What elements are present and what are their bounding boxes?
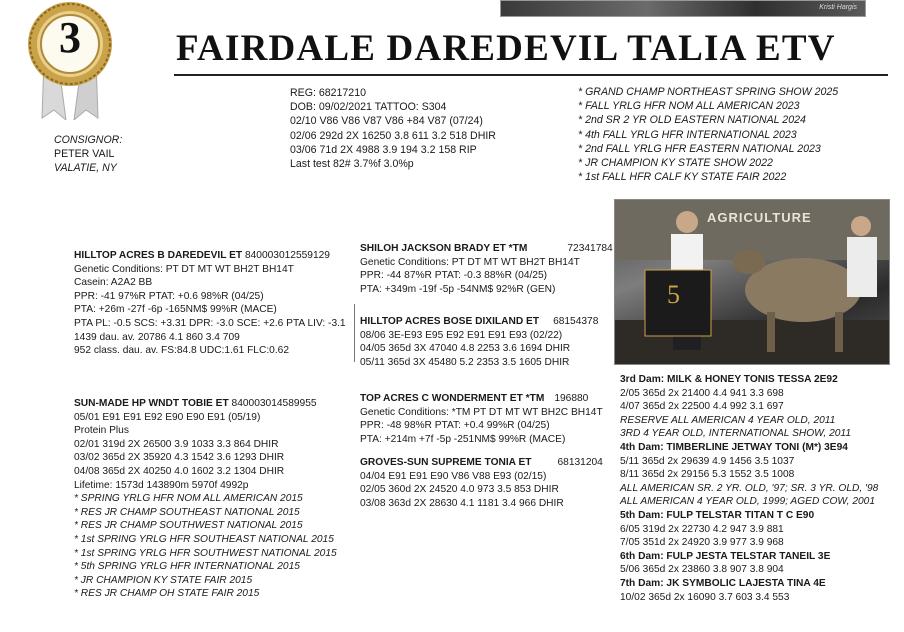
dams-sire-detail: PTA: +214m +7f -5p -251NM$ 99%R (MACE) <box>360 433 566 445</box>
ancestor-dam-record: 5/11 365d 2x 29639 4.9 1456 3.5 1037 <box>620 455 795 467</box>
sires-sire-reg: 72341784 <box>567 243 613 254</box>
dam-award: * 1st SPRING YRLG HFR SOUTHWEST NATIONAL 2015 <box>74 547 337 559</box>
sires-dam-name: HILLTOP ACRES BOSE DIXILAND ET <box>360 316 540 327</box>
sire-name: HILLTOP ACRES B DAREDEVIL ET <box>74 250 243 261</box>
sires-sire-name: SHILOH JACKSON BRADY ET *TM <box>360 243 528 254</box>
animal-name: FAIRDALE DAREDEVIL TALIA ETV <box>176 28 836 69</box>
sire-detail: Genetic Conditions: PT DT MT WT BH2T BH14T <box>74 263 294 275</box>
ancestor-dam-award: ALL AMERICAN 4 YEAR OLD, 1999; AGED COW, 2001 <box>620 496 875 508</box>
dam-award: * JR CHAMPION KY STATE FAIR 2015 <box>74 574 253 586</box>
dam-award: * RES JR CHAMP OH STATE FAIR 2015 <box>74 588 260 600</box>
award-item: * GRAND CHAMP NORTHEAST SPRING SHOW 2025 <box>578 86 839 98</box>
sires-sire-detail: Genetic Conditions: PT DT MT WT BH2T BH14T <box>360 256 580 268</box>
title-rule <box>174 74 888 76</box>
sires-dam-detail: 08/06 3E-E93 E95 E92 E91 E91 E93 (02/22) <box>360 329 563 341</box>
consignor-label: CONSIGNOR: <box>54 134 123 146</box>
dams-dam-block <box>360 456 603 510</box>
ancestor-dam-record: 5/06 365d 2x 23860 3.8 907 3.8 904 <box>620 564 784 576</box>
reg-line: REG: 68217210 <box>290 87 366 99</box>
consignor-block <box>54 133 122 176</box>
photo-credit: Kristi Hargis <box>819 4 857 11</box>
dams-dam-detail: 03/08 363d 2X 28630 4.1 1181 3.4 966 DHIR <box>360 497 564 509</box>
dams-sire-block <box>360 392 603 446</box>
dam-detail: 02/01 319d 2X 26500 3.9 1033 3.3 864 DHIR <box>74 438 279 450</box>
dam-award: * 1st SPRING YRLG HFR SOUTHEAST NATIONAL 2015 <box>74 533 334 545</box>
sire-reg: 840003012559129 <box>244 250 330 261</box>
sire-detail: PTA: +26m -27f -6p -165NM$ 99%R (MACE) <box>74 304 277 316</box>
sires-dam-block <box>360 315 598 369</box>
sires-dam-detail: 05/11 365d 3X 45480 5.2 2353 3.5 1605 DHIR <box>360 356 570 368</box>
ancestor-dam-record: 7/05 351d 2x 24920 3.9 977 3.9 968 <box>620 537 784 549</box>
sire-detail: PPR: -41 97%R PTAT: +0.6 98%R (04/25) <box>74 290 264 302</box>
pedigree-divider <box>354 304 355 362</box>
dams-dam-detail: 02/05 360d 2X 24520 4.0 973 3.5 853 DHIR <box>360 484 559 496</box>
dams-sire-name: TOP ACRES C WONDERMENT ET *TM <box>360 393 545 404</box>
dams-dam-reg: 68131204 <box>557 457 603 468</box>
award-item: * 2nd FALL YRLG HFR EASTERN NATIONAL 2023 <box>578 142 821 155</box>
consignor-location: VALATIE, NY <box>54 162 117 175</box>
dams-sire-detail: PPR: -48 98%R PTAT: +0.4 99%R (04/25) <box>360 420 550 432</box>
record-line: 03/06 71d 2X 4988 3.9 194 3.2 158 RIP <box>290 143 477 156</box>
awards-list <box>578 85 838 184</box>
ancestor-dam-award: 3RD 4 YEAR OLD, INTERNATIONAL SHOW, 2011 <box>620 428 851 440</box>
consignor-name: PETER VAIL <box>54 148 115 161</box>
ancestor-dam-name: 3rd Dam: MILK & HONEY TONIS TESSA 2E92 <box>620 374 838 385</box>
dam-detail: 03/02 365d 2X 35920 4.3 1542 3.6 1293 DHIR <box>74 452 285 464</box>
award-item: * 4th FALL YRLG HFR INTERNATIONAL 2023 <box>578 128 797 141</box>
lot-number: 3 <box>59 13 81 62</box>
dams-sire-reg: 196880 <box>554 393 589 404</box>
award-item: * 2nd SR 2 YR OLD EASTERN NATIONAL 2024 <box>578 114 806 127</box>
sires-sire-block <box>360 242 613 296</box>
sire-detail: Casein: A2A2 BB <box>74 277 153 289</box>
dam-detail: 05/01 E91 E91 E92 E90 E90 E91 (05/19) <box>74 411 261 423</box>
ancestor-dam-name: 7th Dam: JK SYMBOLIC LAJESTA TINA 4E <box>620 577 826 589</box>
award-item: * 1st FALL HFR CALF KY STATE FAIR 2022 <box>578 171 787 184</box>
photo-sign-number: 5 <box>667 280 680 309</box>
ancestor-dam-record: 10/02 365d 2x 16090 3.7 603 3.4 553 <box>620 591 790 603</box>
ancestor-dam-record: 6/05 319d 2x 22730 4.2 947 3.9 881 <box>620 523 784 535</box>
dam-block <box>74 397 337 601</box>
classification-line: 02/10 V86 V86 V87 V86 +84 V87 (07/24) <box>290 115 483 128</box>
registration-block <box>290 86 496 171</box>
sire-detail: 952 class. dau. av. FS:84.8 UDC:1.61 FLC:0.62 <box>74 345 289 357</box>
last-test-line: Last test 82# 3.7%f 3.0%p <box>290 158 414 171</box>
dam-detail: 04/08 365d 2X 40250 4.0 1602 3.2 1304 DHIR <box>74 465 285 477</box>
dam-reg: 840003014589955 <box>231 398 317 409</box>
sires-sire-detail: PPR: -44 87%R PTAT: -0.3 88%R (04/25) <box>360 270 548 282</box>
dam-name: SUN-MADE HP WNDT TOBIE ET <box>74 398 229 409</box>
dob-line: DOB: 09/02/2021 TATTOO: S304 <box>290 101 447 114</box>
sire-block <box>74 249 346 358</box>
dam-award: * RES JR CHAMP SOUTHWEST NATIONAL 2015 <box>74 520 303 532</box>
ancestor-dam-name: 4th Dam: TIMBERLINE JETWAY TONI (M*) 3E94 <box>620 441 848 453</box>
sires-sire-detail: PTA: +349m -19f -5p -54NM$ 92%R (GEN) <box>360 283 556 295</box>
maternal-line <box>620 373 878 604</box>
ancestor-dam-record: 8/11 365d 2x 29156 5.3 1552 3.5 1008 <box>620 469 795 481</box>
lot-medal <box>14 0 126 120</box>
sires-dam-detail: 04/05 365d 3X 47040 4.8 2253 3.6 1694 DHIR <box>360 343 571 355</box>
dam-detail: Protein Plus <box>74 425 129 437</box>
dam-award: * 5th SPRING YRLG HFR INTERNATIONAL 2015 <box>74 561 300 573</box>
ancestor-dam-record: 4/07 365d 2x 22500 4.4 992 3.1 697 <box>620 401 784 413</box>
top-photo <box>500 0 866 17</box>
ancestor-dam-record: 2/05 365d 2x 21400 4.4 941 3.3 698 <box>620 387 784 399</box>
dams-sire-detail: Genetic Conditions: *TM PT DT MT WT BH2C BH14T <box>360 406 603 418</box>
sire-detail: 1439 dau. av. 20786 4.1 860 3.4 709 <box>74 331 240 343</box>
ancestor-dam-name: 6th Dam: FULP JESTA TELSTAR TANEIL 3E <box>620 550 831 562</box>
ancestor-dam-name: 5th Dam: FULP TELSTAR TITAN T C E90 <box>620 509 815 521</box>
award-item: * FALL YRLG HFR NOM ALL AMERICAN 2023 <box>578 100 800 113</box>
dams-dam-detail: 04/04 E91 E91 E90 V86 V88 E93 (02/15) <box>360 470 547 482</box>
dam-detail: Lifetime: 1573d 143890m 5970f 4992p <box>74 479 249 491</box>
sires-dam-reg: 68154378 <box>553 316 599 327</box>
ancestor-dam-award: RESERVE ALL AMERICAN 4 YEAR OLD, 2011 <box>620 414 836 426</box>
photo-banner: AGRICULTURE <box>707 210 812 225</box>
award-item: * JR CHAMPION KY STATE SHOW 2022 <box>578 157 773 170</box>
dam-award: * SPRING YRLG HFR NOM ALL AMERICAN 2015 <box>74 493 303 505</box>
cow-photo <box>614 199 890 365</box>
record-line: 02/06 292d 2X 16250 3.8 611 3.2 518 DHIR <box>290 129 496 142</box>
dams-dam-name: GROVES-SUN SUPREME TONIA ET <box>360 457 532 468</box>
sire-detail: PTA PL: -0.5 SCS: +3.31 DPR: -3.0 SCE: +2.6 PTA LIV: -3.1 <box>74 317 346 329</box>
ancestor-dam-award: ALL AMERICAN SR. 2 YR. OLD, '97; SR. 3 YR. OLD, '98 <box>620 482 879 494</box>
dam-award: * RES JR CHAMP SOUTHEAST NATIONAL 2015 <box>74 506 300 518</box>
